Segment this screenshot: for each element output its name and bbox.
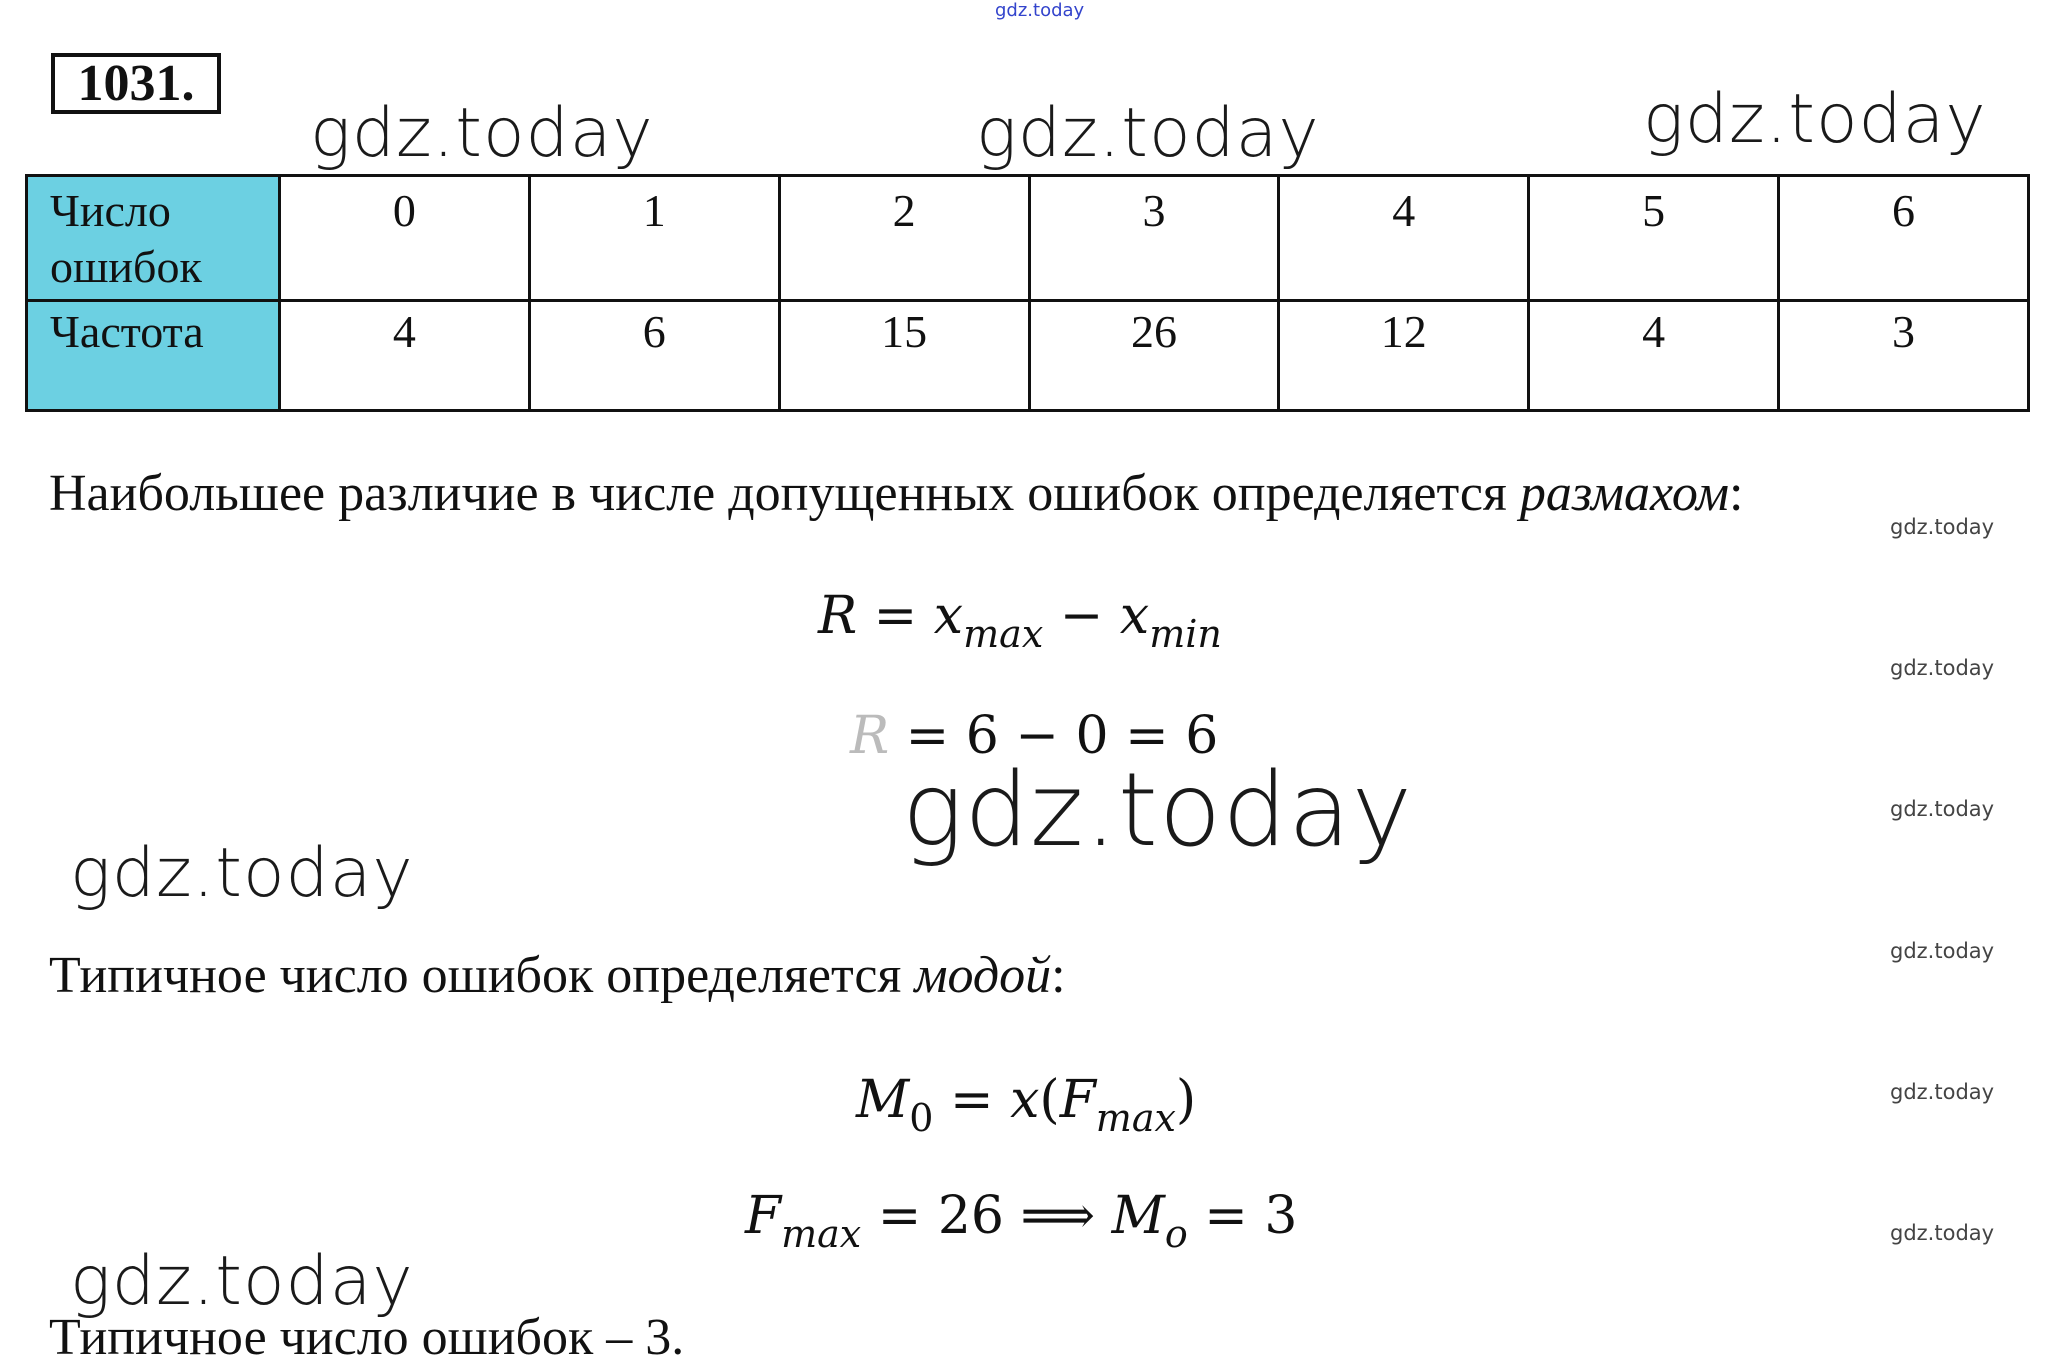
watermark: gdz.today [310,94,654,173]
formula-subscript: max [963,612,1044,656]
range-statement [49,465,1744,522]
formula-subscript: max [781,1212,862,1256]
watermark: gdz.today [1643,80,1987,159]
row-header-frequency: Частота [27,301,280,411]
watermark: gdz.today [70,1242,414,1321]
formula-subscript: 0 [909,1096,934,1140]
formula-expression: = 26 ⟹ [861,1186,1112,1246]
row-header-errors [27,176,280,301]
formula-expression: = 3 [1187,1186,1298,1246]
table-cell: 12 [1279,301,1529,411]
watermark: gdz.today [902,751,1413,870]
table-cell: 1 [529,176,779,301]
mode-text: Типичное число ошибок определяется [49,947,915,1004]
formula-var: F [745,1186,782,1246]
range-term: размахом [1519,465,1730,522]
table-cell: 4 [1279,176,1529,301]
table-cell: 15 [779,301,1029,411]
mode-term: модой [914,947,1052,1004]
table-cell: 3 [1029,176,1279,301]
formula-subscript: o [1164,1212,1188,1256]
mode-calculation [745,1186,1298,1256]
table-cell: 4 [280,301,530,411]
table-row-frequency [27,301,2029,411]
table-row-errors [27,176,2029,301]
watermark: gdz.today [1890,515,1995,539]
watermark: gdz.today [995,0,1085,21]
table-cell: 0 [280,176,530,301]
formula-var: x [933,586,964,646]
table-cell: 26 [1029,301,1279,411]
watermark: gdz.today [1890,656,1995,680]
formula-subscript: max [1095,1096,1176,1140]
table-cell: 4 [1529,301,1779,411]
range-formula [818,586,1222,656]
range-text: Наибольшее различие в числе допущенных ошибок определяется [49,465,1520,522]
range-calculation [850,706,1219,766]
table-cell: 5 [1529,176,1779,301]
table-cell: 6 [529,301,779,411]
formula-op: = [933,1070,1011,1130]
table-cell: 6 [1779,176,2029,301]
formula-var: R [850,706,890,766]
formula-var: R [818,586,858,646]
watermark: gdz.today [70,834,414,913]
watermark: gdz.today [976,94,1320,173]
formula-var: M [856,1070,910,1130]
watermark: gdz.today [1890,1080,1995,1104]
watermark: gdz.today [1890,939,1995,963]
watermark: gdz.today [1890,797,1995,821]
formula-paren: ) [1175,1070,1197,1130]
formula-op: − [1043,586,1120,646]
row-header-line: ошибок [50,241,202,292]
colon: : [1051,947,1066,1004]
answer-statement: Типичное число ошибок – 3. [49,1309,685,1366]
formula-var: x [1119,586,1150,646]
watermark: gdz.today [1890,1221,1995,1245]
formula-op: = [857,586,934,646]
frequency-table [25,174,2030,412]
formula-var: F [1059,1070,1096,1130]
formula-var: M [1111,1186,1165,1246]
problem-number: 1031. [51,53,221,114]
row-header-line: Число [50,185,171,236]
formula-expression: = 6 − 0 = 6 [889,706,1219,766]
formula-subscript: min [1149,612,1222,656]
table-cell: 3 [1779,301,2029,411]
colon: : [1729,465,1744,522]
mode-statement [49,947,1066,1004]
formula-paren: ( [1039,1070,1060,1130]
formula-var: x [1010,1070,1040,1130]
table-cell: 2 [779,176,1029,301]
mode-formula [856,1070,1197,1140]
